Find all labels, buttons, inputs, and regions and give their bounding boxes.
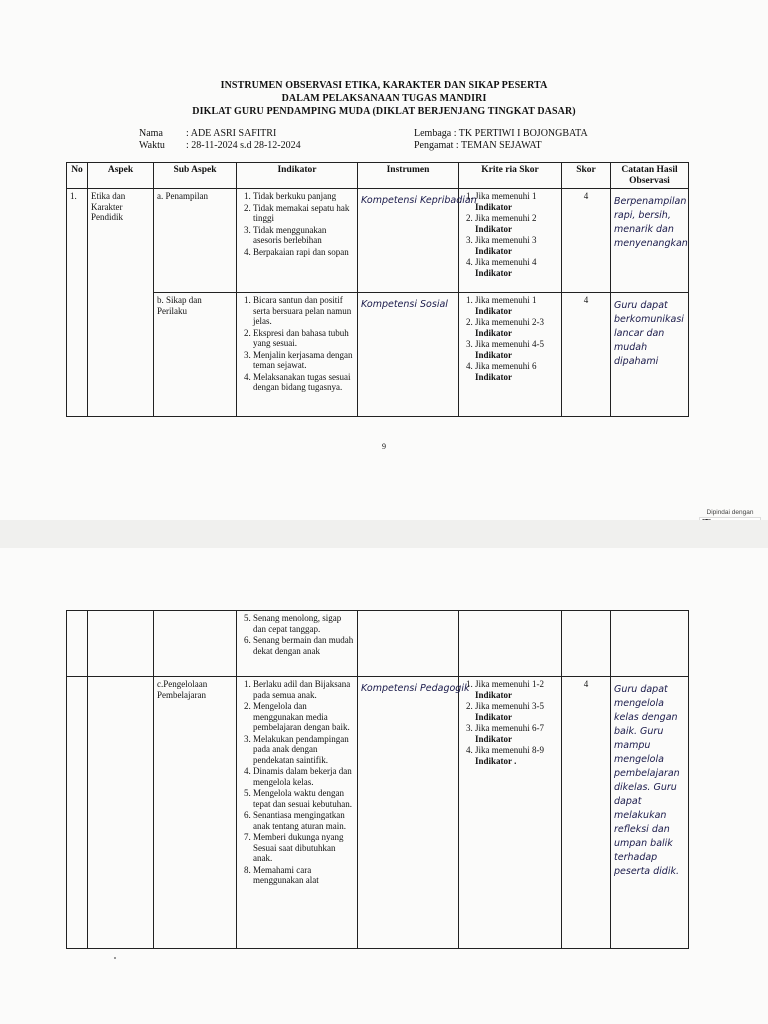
- skor-cell: 4: [562, 677, 611, 949]
- document-title-line-1: INSTRUMEN OBSERVASI ETIKA, KARAKTER DAN SIKAP PESERTA: [220, 80, 548, 91]
- skor-cell: 4: [562, 293, 611, 417]
- indikator-item: 3. Tidak menggunakan asesoris berlebihan: [253, 225, 354, 246]
- empty-cell: [88, 677, 154, 949]
- instrumen-cell: [358, 293, 459, 417]
- page-gap: [0, 520, 768, 548]
- indikator-item: 4. Berpakaian rapi dan sopan: [253, 247, 354, 258]
- empty-cell: [459, 611, 562, 677]
- table-row: [67, 293, 689, 417]
- indikator-item: 7. Memberi dukunga nyang Sesuai saat dibutuhkan anak.: [253, 832, 354, 864]
- observation-table: [66, 162, 689, 417]
- sub-aspek-cell: c.Pengelolaan Pembelajaran: [154, 677, 237, 949]
- kriteria-item: 3. Jika memenuhi 6-7 Indikator: [475, 723, 558, 744]
- nama-label: Nama: [139, 128, 163, 139]
- scanner-caption: Dipindai dengan: [706, 509, 754, 516]
- indikator-item: 8. Memahami cara menggunakan alat: [253, 865, 354, 886]
- table-header-row: [67, 163, 689, 189]
- kriteria-item: 2. Jika memenuhi 2 Indikator: [475, 213, 558, 234]
- empty-cell: [67, 677, 88, 949]
- catatan-handwriting: Berpenampilan rapi, bersih, menarik dan menyenangkan: [614, 196, 688, 249]
- kriteria-item: 3. Jika memenuhi 3 Indikator: [475, 235, 558, 256]
- catatan-cell: [611, 189, 689, 293]
- column-header: Sub Aspek: [154, 163, 237, 189]
- kriteria-item: 4. Jika memenuhi 8-9 Indikator .: [475, 745, 558, 766]
- kriteria-item: 2. Jika memenuhi 2-3 Indikator: [475, 317, 558, 338]
- kriteria-cell: [459, 293, 562, 417]
- sub-aspek-cell: a. Penampilan: [154, 189, 237, 293]
- kriteria-cell: [459, 677, 562, 949]
- indikator-item: 2. Tidak memakai sepatu hak tinggi: [253, 203, 354, 224]
- empty-cell: [562, 611, 611, 677]
- aspek-cell: Etika dan Karakter Pendidik: [88, 189, 154, 417]
- instrumen-handwriting: Kompetensi Sosial: [361, 299, 448, 310]
- indikator-cell: [237, 611, 358, 677]
- empty-cell: [67, 611, 88, 677]
- waktu-label: Waktu: [139, 140, 165, 151]
- waktu-value: : 28-11-2024 s.d 28-12-2024: [186, 140, 301, 151]
- kriteria-item: 3. Jika memenuhi 4-5 Indikator: [475, 339, 558, 360]
- column-header: Catatan Hasil Observasi: [611, 163, 689, 189]
- empty-cell: [154, 611, 237, 677]
- pengamat-field: Pengamat : TEMAN SEJAWAT: [414, 140, 542, 151]
- empty-cell: [358, 611, 459, 677]
- table-row: [67, 677, 689, 949]
- kriteria-item: 4. Jika memenuhi 6 Indikator: [475, 361, 558, 382]
- empty-cell: [88, 611, 154, 677]
- column-header: Indikator: [237, 163, 358, 189]
- table-row: [67, 611, 689, 677]
- indikator-item: 2. Mengelola dan menggunakan media pembelajaran dengan baik.: [253, 701, 354, 733]
- nama-value: : ADE ASRI SAFITRI: [186, 128, 277, 139]
- column-header: Krite ria Skor: [459, 163, 562, 189]
- observation-table-continued: [66, 610, 689, 949]
- kriteria-item: 1. Jika memenuhi 1 Indikator: [475, 191, 558, 212]
- instrumen-cell: [358, 677, 470, 949]
- indikator-item: 2. Ekspresi dan bahasa tubuh yang sesuai.: [253, 328, 354, 349]
- indikator-item: 4. Dinamis dalam bekerja dan mengelola kelas.: [253, 766, 354, 787]
- indikator-cell: [237, 189, 358, 293]
- indikator-item: 1. Tidak berkuku panjang: [253, 191, 354, 202]
- indikator-item: 4. Melaksanakan tugas sesuai dengan bidang tugasnya.: [253, 372, 354, 393]
- indikator-item: 1. Bicara santun dan positif serta bersuara pelan namun jelas.: [253, 295, 354, 327]
- catatan-handwriting: Guru dapat berkomunikasi lancar dan mudah dipahami: [614, 300, 684, 367]
- kriteria-item: 1. Jika memenuhi 1-2 Indikator: [475, 679, 558, 700]
- indikator-item: 3. Melakukan pendampingan pada anak dengan pendekatan saintifik.: [253, 734, 354, 766]
- column-header: No: [67, 163, 88, 189]
- indikator-item: 6. Senang bermain dan mudah dekat dengan anak: [253, 635, 354, 656]
- indikator-item: 1. Berlaku adil dan Bijaksana pada semua anak.: [253, 679, 354, 700]
- column-header: Skor: [562, 163, 611, 189]
- kriteria-item: 2. Jika memenuhi 3-5 Indikator: [475, 701, 558, 722]
- indikator-cell: [237, 677, 358, 949]
- instrumen-handwriting: Kompetensi Kepribadian: [361, 195, 477, 206]
- sub-aspek-cell: b. Sikap dan Perilaku: [154, 293, 237, 417]
- document-title-line-2: DALAM PELAKSANAAN TUGAS MANDIRI: [281, 93, 487, 104]
- row-number: 1.: [67, 189, 88, 417]
- kriteria-item: 1. Jika memenuhi 1 Indikator: [475, 295, 558, 316]
- column-header: Aspek: [88, 163, 154, 189]
- indikator-item: 5. Mengelola waktu dengan tepat dan sesuai kebutuhan.: [253, 788, 354, 809]
- catatan-handwriting: Guru dapat mengelola kelas dengan baik. Guru mampu mengelola pembelajaran dikelas. Guru dapat melakukan refleksi dan umpan balik terhadap peserta didik.: [614, 684, 680, 877]
- kriteria-item: 4. Jika memenuhi 4 Indikator: [475, 257, 558, 278]
- document-title-line-3: DIKLAT GURU PENDAMPING MUDA (DIKLAT BERJENJANG TINGKAT DASAR): [192, 106, 576, 117]
- skor-cell: 4: [562, 189, 611, 293]
- indikator-item: 5. Senang menolong, sigap dan cepat tanggap.: [253, 613, 354, 634]
- scan-speck: [114, 957, 116, 959]
- catatan-cell: [611, 677, 689, 949]
- instrumen-handwriting: Kompetensi Pedagogik: [361, 683, 470, 694]
- catatan-cell: [611, 293, 689, 417]
- table-row: [67, 189, 689, 293]
- instrumen-cell: [358, 189, 477, 293]
- indikator-cell: [237, 293, 358, 417]
- lembaga-field: Lembaga : TK PERTIWI I BOJONGBATA: [414, 128, 588, 139]
- page-number: 9: [382, 442, 386, 451]
- indikator-item: 3. Menjalin kerjasama dengan teman sejawat.: [253, 350, 354, 371]
- empty-cell: [611, 611, 689, 677]
- indikator-item: 6. Senantiasa mengingatkan anak tentang aturan main.: [253, 810, 354, 831]
- column-header: Instrumen: [358, 163, 459, 189]
